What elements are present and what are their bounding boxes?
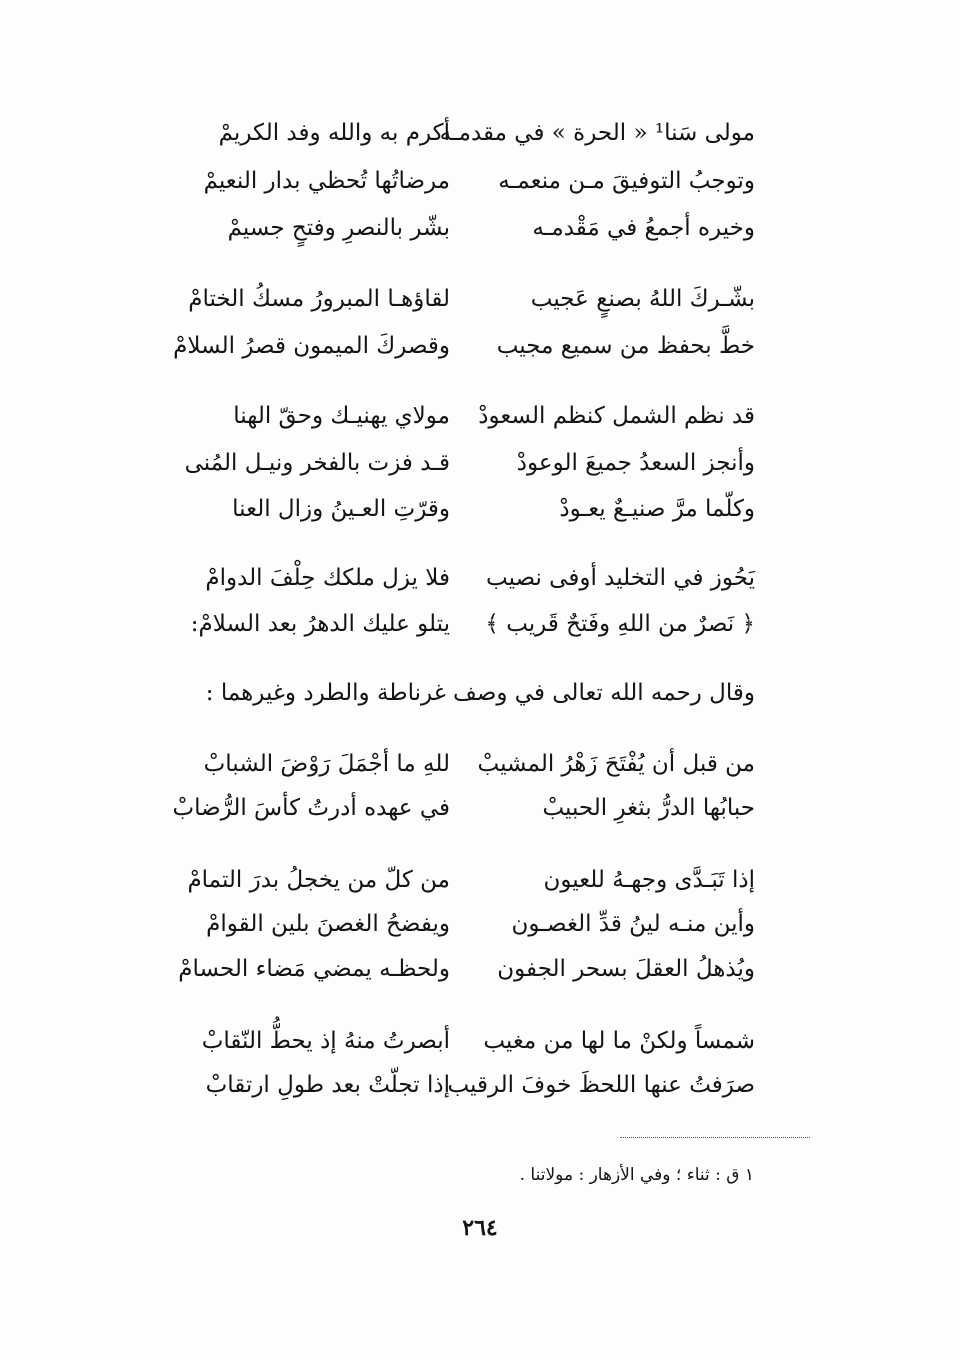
verse-7-hemistich-2: وأنجز السعدُ جميعَ الوعودْ [516,450,755,476]
verse-1-hemistich-1: أكرم به والله وفد الكريمْ [218,120,450,146]
verse-5-hemistich-2: خطَّ بحفظ من سميع مجيب [496,333,755,359]
verse-16-hemistich-2: شمساً ولكنْ ما لها من مغيب [483,1028,755,1054]
page-number: ٢٦٤ [462,1215,498,1241]
verse-14-hemistich-2: وأين منـه لينُ قدِّ الغصـون [511,911,755,937]
verse-10-hemistich-1: يتلو عليك الدهرُ بعد السلامْ: [190,611,450,637]
verse-6-hemistich-1: مولاي يهنيـك وحقّ الهنا [233,403,450,429]
verse-16-hemistich-1: أبصرتُ منهُ إذ يحطُّ النّقابْ [201,1028,450,1054]
verse-15-hemistich-1: ولحظـه يمضي مَضاء الحسامْ [178,956,450,982]
verse-2-hemistich-2: وتوجبُ التوفيقَ مـن منعمـه [498,168,755,194]
verse-2-hemistich-1: مرضاتُها تُحظي بدار النعيمْ [203,168,450,194]
verse-3-hemistich-2: وخيره أجمعُ في مَقْدمـه [532,215,755,241]
verse-9-hemistich-1: فلا يزل ملكك حِلْفَ الدوامْ [205,565,450,591]
verse-9-hemistich-2: يَحُوز في التخليد أوفى نصيب [486,565,755,591]
verse-15-hemistich-2: ويُذهلُ العقلَ بسحر الجفون [497,956,755,982]
verse-17-hemistich-1: إذا تجلّتْ بعد طولِ ارتقابْ [205,1072,450,1098]
verse-1-hemistich-2: مولى سَنا¹ « الحرة » في مقدمـه [439,120,755,146]
verse-5-hemistich-1: وقصركَ الميمون قصرُ السلامْ [173,333,450,359]
verse-4-hemistich-1: لقاؤهـا المبرورُ مسكُ الختامْ [188,286,450,312]
verse-7-hemistich-1: قـد فزت بالفخر ونيـل المُنى [184,450,450,476]
footnote: ١ ق : ثناء ؛ وفي الأزهار : مولاتنا . [519,1165,754,1185]
verse-12-hemistich-2: حبابُها الدرُّ بثغرِ الحبيبْ [542,795,755,821]
verse-13-hemistich-2: إذا تَبَـدَّى وجهـهُ للعيون [543,867,755,893]
verse-14-hemistich-1: ويفضحُ الغصنَ بلين القوامْ [206,911,450,937]
verse-17-hemistich-2: صرَفتُ عنها اللحظَ خوفَ الرقيب [447,1072,755,1098]
verse-6-hemistich-2: قد نظم الشمل كنظم السعودْ [478,403,755,429]
verse-12-hemistich-1: في عهده أدرتُ كأسَ الرُّضابْ [172,795,450,821]
verse-11-hemistich-1: للهِ ما أجْمَلَ رَوْضَ الشبابْ [203,751,450,777]
verse-11-hemistich-2: من قبل أن يُفْتَحَ زَهْرُ المشيبْ [477,751,755,777]
verse-13-hemistich-1: من كلّ من يخجلُ بدرَ التمامْ [187,867,450,893]
verse-4-hemistich-2: بشّـركَ اللهُ بصنعٍ عَجيب [530,286,755,312]
poem-introduction: وقال رحمه الله تعالى في وصف غرناطة والطرد وغيرهما : [205,680,755,706]
footnote-separator [620,1137,810,1138]
verse-8-hemistich-2: وكلّما مرَّ صنيـعٌ يعـودْ [559,496,755,522]
verse-3-hemistich-1: بشّر بالنصرِ وفتحٍ جسيمْ [227,215,450,241]
verse-8-hemistich-1: وقرّتِ العـينُ وزال العنا [232,496,450,522]
verse-10-hemistich-2: ﴿ نَصرٌ من اللهِ وفَتحٌ قَريب ﴾ [485,611,755,637]
